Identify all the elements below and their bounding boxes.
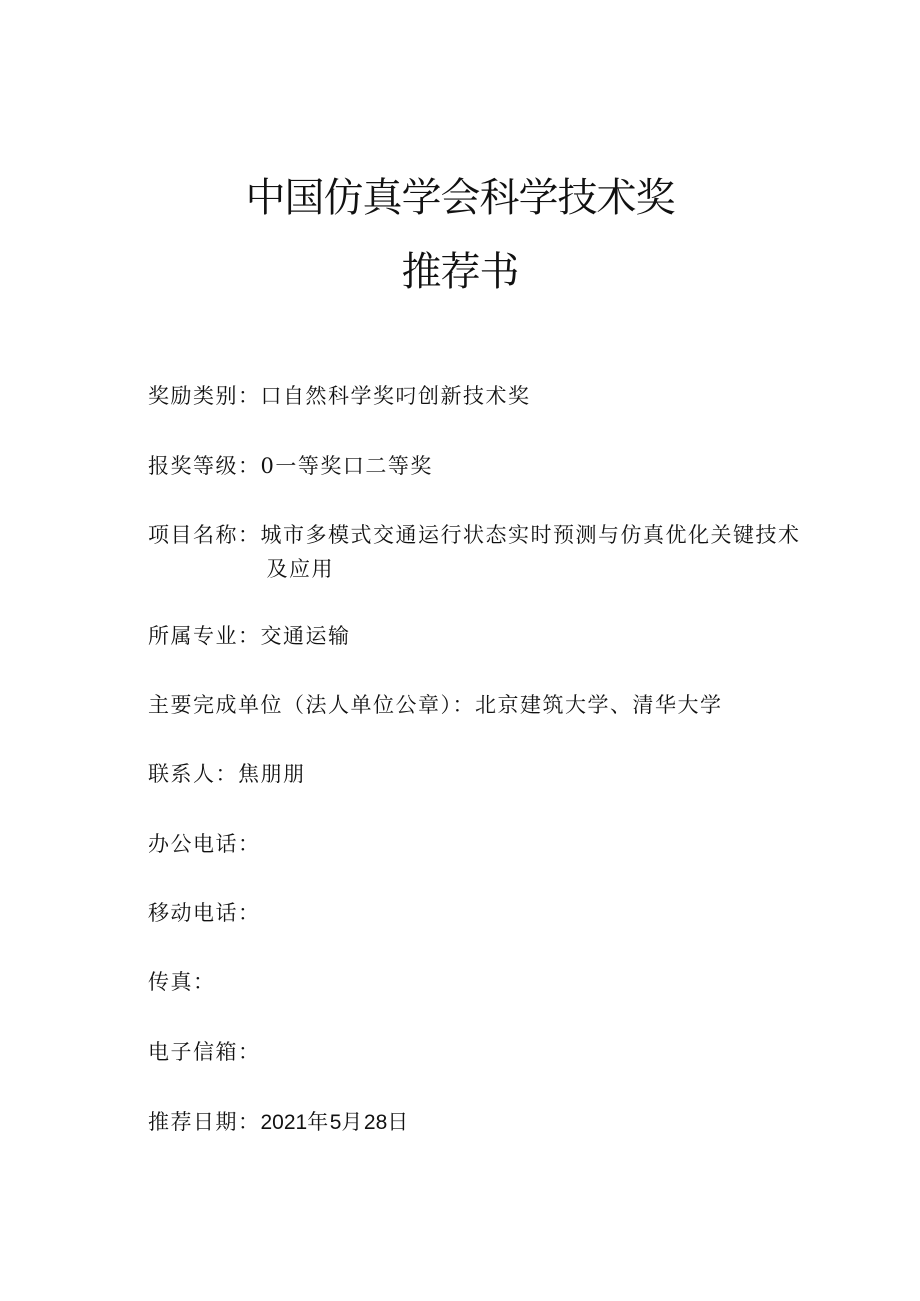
date-day: 28 bbox=[363, 1111, 388, 1134]
specialty-label: 所属专业： bbox=[148, 624, 261, 648]
office-phone-label: 办公电话： bbox=[148, 832, 261, 856]
fax-row bbox=[148, 965, 848, 999]
award-category-label: 奖励类别： bbox=[148, 384, 261, 408]
date-month-unit: 月 bbox=[341, 1110, 364, 1134]
document-subtitle: 推荐书 bbox=[401, 249, 519, 295]
main-unit-value: 北京建筑大学、清华大学 bbox=[475, 693, 723, 717]
project-name-label: 项目名称： bbox=[148, 523, 261, 547]
contact-row bbox=[148, 757, 848, 791]
mobile-phone-label: 移动电话： bbox=[148, 901, 261, 925]
date-month: 5 bbox=[329, 1111, 342, 1134]
email-label: 电子信箱： bbox=[148, 1040, 261, 1064]
award-level-value: 0一等奖口二等奖 bbox=[260, 454, 433, 478]
date-day-unit: 日 bbox=[387, 1110, 410, 1134]
date-year: 2021 bbox=[260, 1111, 308, 1134]
main-unit-label: 主要完成单位（法人单位公章）： bbox=[148, 693, 475, 717]
project-name-value-line1: 城市多模式交通运行状态实时预测与仿真优化关键技术 bbox=[260, 523, 801, 547]
award-category-value: 口自然科学奖叼创新技术奖 bbox=[260, 384, 531, 408]
project-name-row bbox=[148, 518, 848, 586]
fax-label: 传真： bbox=[148, 970, 216, 994]
document-title: 中国仿真学会科学技术奖 bbox=[245, 175, 675, 221]
specialty-row bbox=[148, 619, 848, 653]
recommend-date-label: 推荐日期： bbox=[148, 1110, 261, 1134]
specialty-value: 交通运输 bbox=[260, 624, 351, 648]
mobile-phone-row bbox=[148, 896, 848, 930]
date-year-unit: 年 bbox=[307, 1110, 330, 1134]
award-level-row bbox=[148, 449, 848, 483]
contact-label: 联系人： bbox=[148, 762, 238, 786]
office-phone-row bbox=[148, 827, 848, 861]
project-name-value-line2: 及应用 bbox=[266, 557, 334, 581]
contact-value: 焦朋朋 bbox=[238, 762, 306, 786]
recommend-date-row bbox=[148, 1105, 848, 1140]
award-level-label: 报奖等级： bbox=[148, 454, 261, 478]
main-unit-row bbox=[148, 688, 848, 722]
award-category-row bbox=[148, 379, 848, 413]
email-row bbox=[148, 1035, 848, 1069]
